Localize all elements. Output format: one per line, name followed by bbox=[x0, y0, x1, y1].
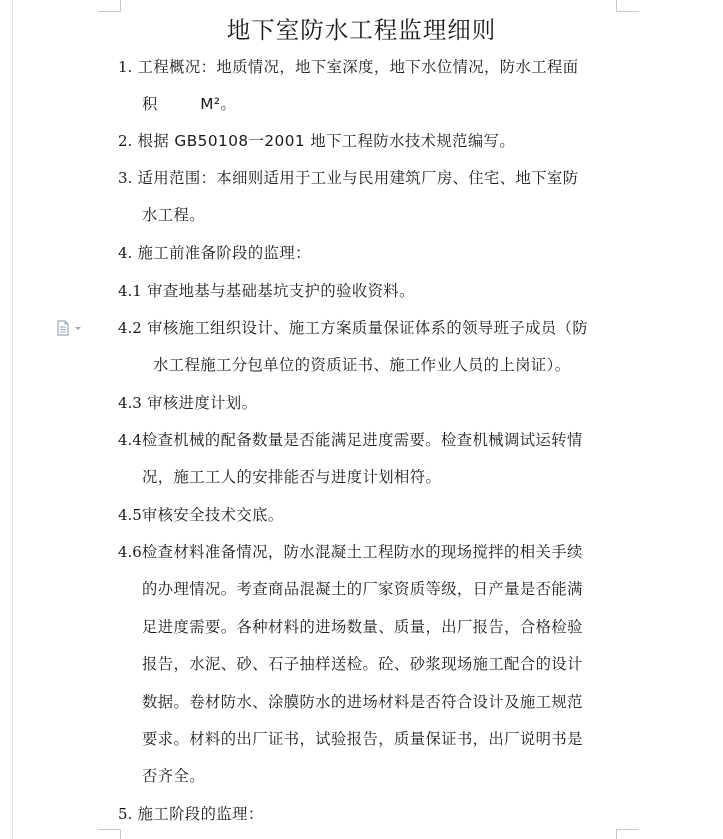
list-item-4-4-line-1 bbox=[118, 428, 583, 452]
list-number: 3. bbox=[118, 169, 133, 187]
list-text: 检查机械的配备数量是否能满足进度需要。检查机械调试运转情 bbox=[141, 431, 583, 449]
list-item-4-6-line-5: 数据。卷材防水、涂膜防水的进场材料是否符合设计及施工规范 bbox=[142, 693, 583, 711]
list-item-4-6-line-6: 要求。材料的出厂证书，试验报告，质量保证书，出厂说明书是 bbox=[142, 730, 583, 748]
list-item-3-line-2: 水工程。 bbox=[142, 206, 205, 224]
crop-mark-bottom-left bbox=[98, 829, 120, 830]
list-item-4-6-line-2: 的办理情况。考查商品混凝土的厂家资质等级，日产量是否能满 bbox=[142, 580, 583, 598]
document-icon[interactable] bbox=[56, 320, 86, 336]
list-item-4-6-line-4: 报告，水泥、砂、石子抽样送检。砼、砂浆现场施工配合的设计 bbox=[142, 655, 583, 673]
list-item-4-6-line-3: 足进度需要。各种材料的进场数量、质量，出厂报告，合格检验 bbox=[142, 618, 583, 636]
list-item-4 bbox=[118, 241, 311, 265]
list-item-5 bbox=[118, 802, 264, 826]
list-number: 1. bbox=[118, 58, 133, 76]
crop-mark-bottom-left bbox=[120, 829, 121, 839]
list-text: 审核进度计划。 bbox=[147, 394, 258, 412]
list-text: 施工前准备阶段的监理： bbox=[137, 244, 311, 262]
list-item-1-line-1 bbox=[118, 55, 579, 79]
list-item-1-line-2: 积 M²。 bbox=[142, 95, 237, 113]
list-item-4-5 bbox=[118, 503, 284, 527]
list-item-4-2-line-1 bbox=[118, 316, 588, 340]
list-item-2 bbox=[118, 129, 515, 153]
list-text: 审核施工组织设计、施工方案质量保证体系的领导班子成员（防 bbox=[147, 319, 589, 337]
list-item-3-line-1 bbox=[118, 166, 579, 190]
list-number: 5. bbox=[118, 805, 133, 823]
list-number: 2. bbox=[118, 132, 133, 150]
list-number: 4.2 bbox=[118, 319, 142, 337]
crop-mark-top-right bbox=[616, 0, 617, 12]
list-item-4-6-line-1 bbox=[118, 540, 583, 564]
list-number: 4.1 bbox=[118, 282, 142, 300]
document-title: 地下室防水工程监理细则 bbox=[226, 16, 497, 44]
list-text: 审查地基与基础基坑支护的验收资料。 bbox=[147, 282, 415, 300]
list-number: 4.4 bbox=[118, 431, 142, 449]
list-number: 4.3 bbox=[118, 394, 142, 412]
crop-mark-bottom-right bbox=[616, 829, 617, 839]
list-item-4-2-line-2: 水工程施工分包单位的资质证书、施工作业人员的上岗证）。 bbox=[153, 356, 571, 374]
list-text: 工程概况：地质情况，地下室深度，地下水位情况，防水工程面 bbox=[137, 58, 579, 76]
list-number: 4. bbox=[118, 244, 133, 262]
list-text: 检查材料准备情况，防水混凝土工程防水的现场搅拌的相关手续 bbox=[141, 543, 583, 561]
page-edge bbox=[12, 0, 13, 839]
crop-mark-top-left bbox=[120, 0, 121, 12]
list-text: 施工阶段的监理： bbox=[137, 805, 264, 823]
crop-mark-bottom-right bbox=[617, 829, 639, 830]
list-item-4-3 bbox=[118, 391, 257, 415]
list-item-4-6-line-7: 否齐全。 bbox=[142, 767, 205, 785]
list-item-4-1 bbox=[118, 279, 415, 303]
list-number: 4.6 bbox=[118, 543, 142, 561]
list-text: 根据 GB50108一2001 地下工程防水技术规范编写。 bbox=[137, 132, 516, 150]
list-text: 适用范围：本细则适用于工业与民用建筑厂房、住宅、地下室防 bbox=[137, 169, 579, 187]
list-number: 4.5 bbox=[118, 506, 142, 524]
list-text: 审核安全技术交底。 bbox=[141, 506, 284, 524]
list-item-4-4-line-2: 况，施工工人的安排能否与进度计划相符。 bbox=[142, 468, 442, 486]
